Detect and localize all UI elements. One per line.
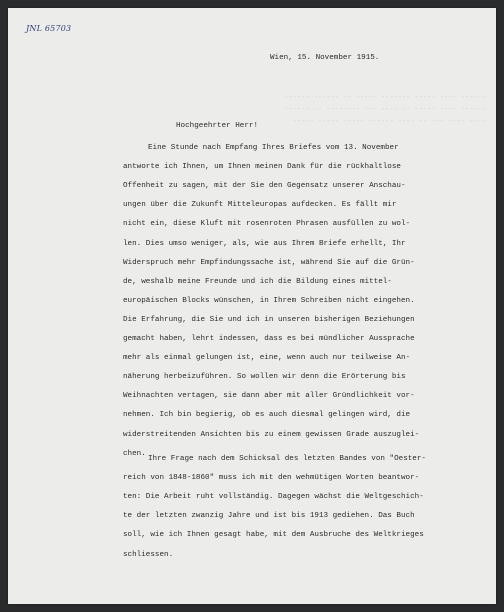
letter-line: nehmen. Ich bin begierig, ob es auch diesmal gelingen wird, die <box>123 411 411 420</box>
letter-line: gemacht haben, lehrt indessen, dass es bei mündlicher Aussprache <box>123 335 415 343</box>
letter-line: de, weshalb meine Freunde und ich die Bildung eines mittel- <box>123 277 392 286</box>
letter-line: mehr als einmal gelungen ist, eine, wenn auch nur teilweise An- <box>123 354 411 363</box>
letter-line: ten: Die Arbeit ruht vollständig. Dagegen wächst die Weltgeschich- <box>123 493 424 502</box>
letter-line: widerstreitenden Ansichten bis zu einem gewissen Grade auszuglei- <box>123 430 420 439</box>
letter-line: soll, wie ich Ihnen gesagt habe, mit dem Ausbruche des Weltkrieges <box>123 531 424 540</box>
letter-line: Widerspruch mehr Empfindungssache ist, während Sie auf die Grün- <box>123 258 415 267</box>
letter-line: reich von 1848-1860" muss ich mit den wehmütigen Worten beantwor- <box>123 474 420 483</box>
letter-line: Weihnachten vertagen, sie dann aber mit aller Gründlichkeit vor- <box>123 392 415 401</box>
letter-line: Offenheit zu sagen, mit der Sie den Gegensatz unserer Anschau- <box>123 182 406 191</box>
letter-page <box>8 8 496 604</box>
letter-line: Eine Stunde nach Empfang Ihres Briefes vom 13. November <box>148 144 399 152</box>
letter-line: len. Dies umso weniger, als, wie aus Ihrem Briefe erhellt, Ihr <box>123 239 406 248</box>
show-through-text: ------ ---- ----- ------- ----- -- ------ ------ ------ ---- ----- -- ---- --- -------- -- ------ ---- ---- --- -- ---- ------ ----- ----- ----- <box>284 94 486 126</box>
letter-line: näherung herbeizuführen. So wollen wir denn die Erörterung bis <box>123 373 406 382</box>
letter-line: chen. <box>123 449 146 458</box>
letter-line: antworte ich Ihnen, um Ihnen meinen Dank für die rückhaltlose <box>123 163 401 172</box>
letter-line: ungen über die Zukunft Mitteleuropas aufdecken. Es fällt mir <box>123 201 397 210</box>
letter-line: nicht ein, diese Kluft mit rosenroten Phrasen ausfüllen zu wol- <box>123 220 411 229</box>
letter-date: Wien, 15. November 1915. <box>270 54 380 62</box>
letter-line: schliessen. <box>123 550 174 559</box>
letter-line: Die Erfahrung, die Sie und ich in unseren bisherigen Beziehungen <box>123 315 415 324</box>
salutation: Hochgeehrter Herr! <box>176 122 259 130</box>
letter-line: europäischen Blocks wünschen, in Ihrem Schreiben nicht eingehen. <box>123 296 415 305</box>
archive-mark: JNL 65703 <box>26 24 72 33</box>
letter-line: te der letzten zwanzig Jahre und ist bis 1913 gediehen. Das Buch <box>123 512 415 521</box>
letter-line: Ihre Frage nach dem Schicksal des letzten Bandes von "Oester- <box>148 455 426 463</box>
